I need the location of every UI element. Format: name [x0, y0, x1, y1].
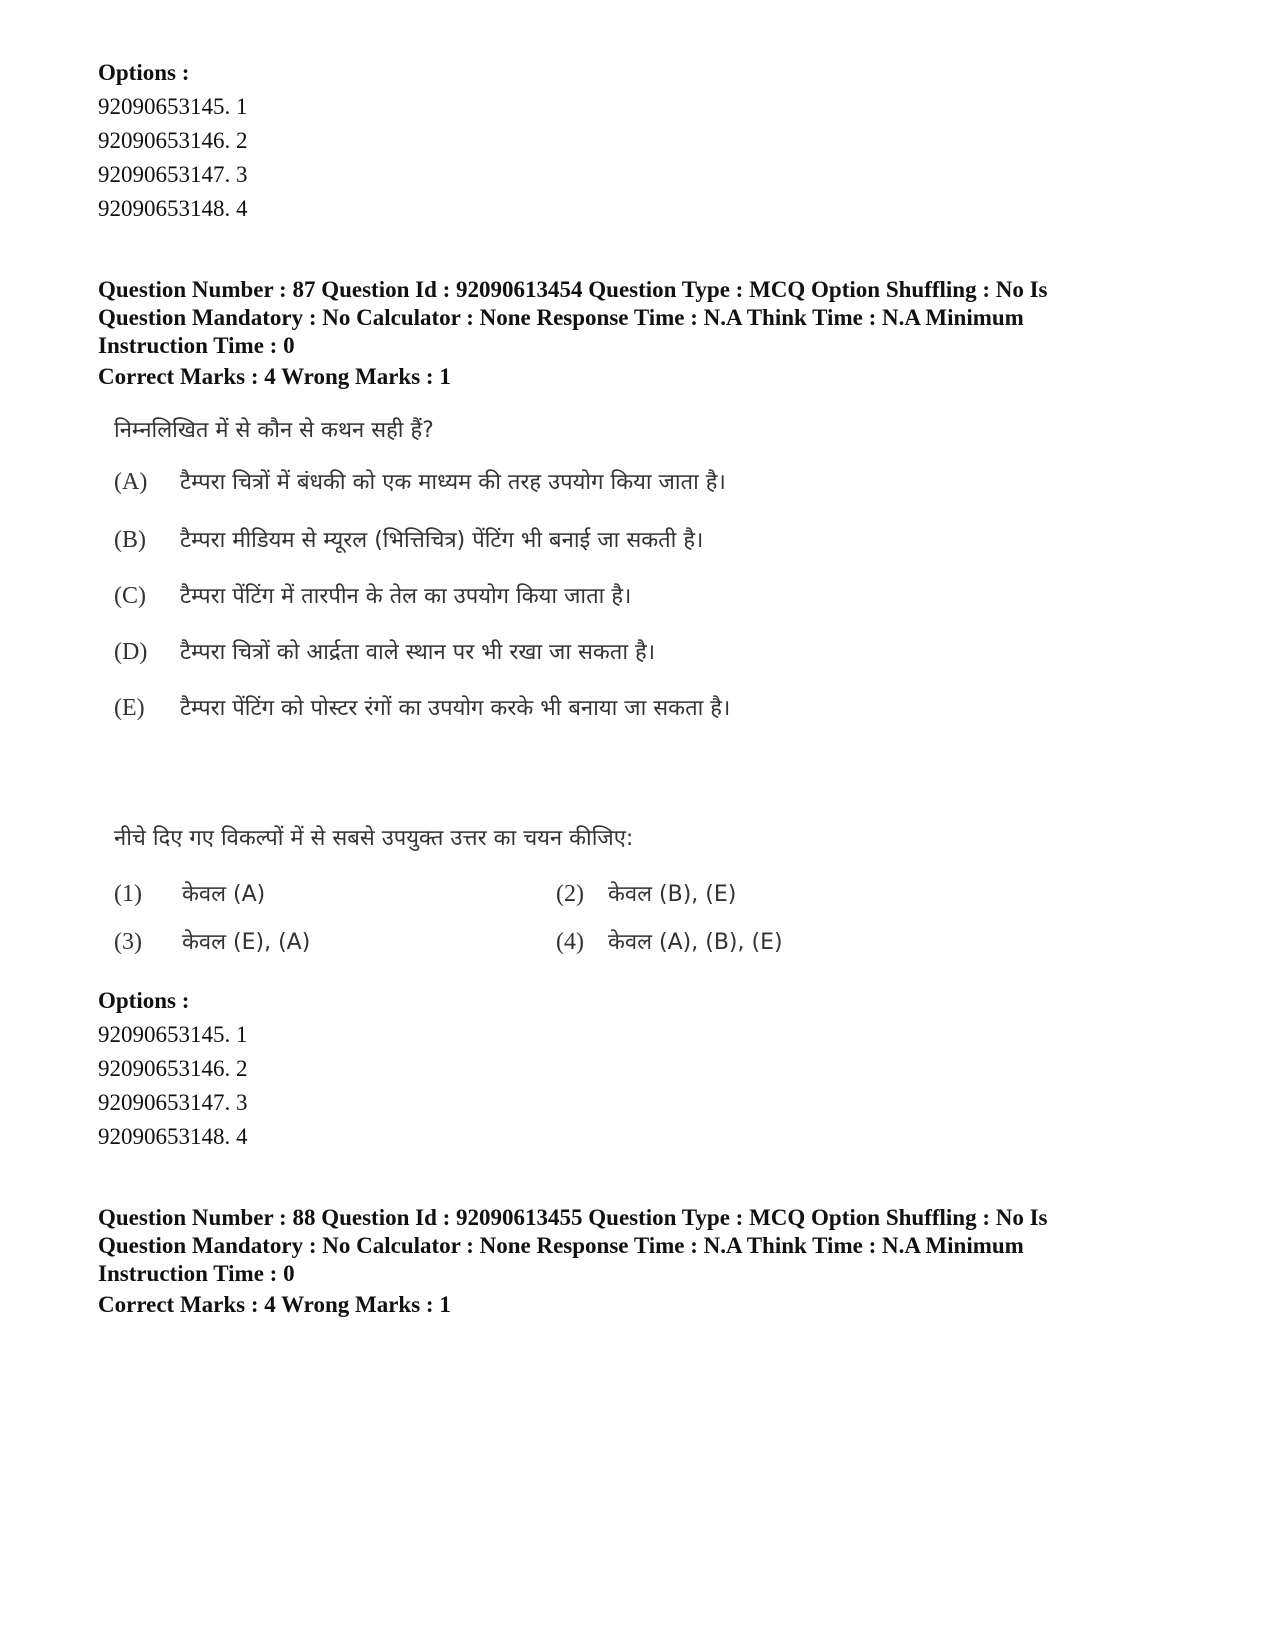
statement-text: टैम्परा चित्रों को आर्द्रता वाले स्थान पर भी रखा जा सकता है।: [180, 640, 656, 665]
choice-1: [114, 878, 265, 908]
choice-label: (3): [114, 929, 142, 955]
statement-label: (B): [114, 527, 146, 553]
choice-3: [114, 926, 310, 956]
statement-e: [114, 692, 730, 722]
statement-label: (D): [114, 639, 148, 665]
option-item: 92090653148. 4: [98, 196, 248, 221]
question-meta-line: Question Number : 87 Question Id : 92090613454 Question Type : MCQ Option Shuffling : No Is: [98, 277, 1048, 302]
option-item: 92090653145. 1: [98, 94, 248, 119]
choice-label: (1): [114, 881, 142, 907]
options-heading: Options :: [98, 60, 190, 85]
question-meta-line: Question Mandatory : No Calculator : None Response Time : N.A Think Time : N.A Minimum: [98, 305, 1024, 330]
option-item: 92090653147. 3: [98, 162, 248, 187]
statement-d: [114, 636, 655, 666]
choice-label: (4): [556, 929, 584, 955]
question-87-meta: [98, 276, 1048, 394]
question-meta-line: Question Mandatory : No Calculator : None Response Time : N.A Think Time : N.A Minimum: [98, 1233, 1024, 1258]
choice-2: [556, 878, 736, 908]
statement-text: टैम्परा पेंटिंग में तारपीन के तेल का उपयोग किया जाता है।: [180, 584, 632, 609]
top-options-block: [98, 56, 248, 226]
question-meta-line: Question Number : 88 Question Id : 92090613455 Question Type : MCQ Option Shuffling : No Is: [98, 1205, 1048, 1230]
question-marks: Correct Marks : 4 Wrong Marks : 1: [98, 1292, 451, 1317]
statement-text: टैम्परा चित्रों में बंधकी को एक माध्यम की तरह उपयोग किया जाता है।: [180, 470, 726, 495]
choice-text: केवल (B), (E): [608, 882, 737, 907]
statement-text: टैम्परा पेंटिंग को पोस्टर रंगों का उपयोग करके भी बनाया जा सकता है।: [180, 696, 731, 721]
option-item: 92090653146. 2: [98, 128, 248, 153]
choice-text: केवल (E), (A): [182, 930, 311, 955]
option-item: 92090653146. 2: [98, 1056, 248, 1081]
question-stem: निम्नलिखित में से कौन से कथन सही हैं?: [114, 418, 434, 443]
statement-a: [114, 466, 726, 496]
statement-label: (C): [114, 583, 146, 609]
option-item: 92090653147. 3: [98, 1090, 248, 1115]
option-item: 92090653145. 1: [98, 1022, 248, 1047]
choice-text: केवल (A): [182, 882, 266, 907]
statement-c: [114, 580, 631, 610]
choose-instruction: नीचे दिए गए विकल्पों में से सबसे उपयुक्त उत्तर का चयन कीजिए:: [114, 826, 634, 851]
question-meta-line: Instruction Time : 0: [98, 333, 295, 358]
choice-text: केवल (A), (B), (E): [608, 930, 783, 955]
question-87-options: [98, 984, 248, 1154]
statement-b: [114, 524, 703, 554]
question-marks: Correct Marks : 4 Wrong Marks : 1: [98, 364, 451, 389]
question-88-meta: [98, 1204, 1048, 1322]
options-heading: Options :: [98, 988, 190, 1013]
choice-label: (2): [556, 881, 584, 907]
option-item: 92090653148. 4: [98, 1124, 248, 1149]
statement-text: टैम्परा मीडियम से म्यूरल (भित्तिचित्र) पेंटिंग भी बनाई जा सकती है।: [180, 528, 704, 553]
statement-label: (E): [114, 695, 145, 721]
statement-label: (A): [114, 469, 148, 495]
question-meta-line: Instruction Time : 0: [98, 1261, 295, 1286]
choice-4: [556, 926, 783, 956]
